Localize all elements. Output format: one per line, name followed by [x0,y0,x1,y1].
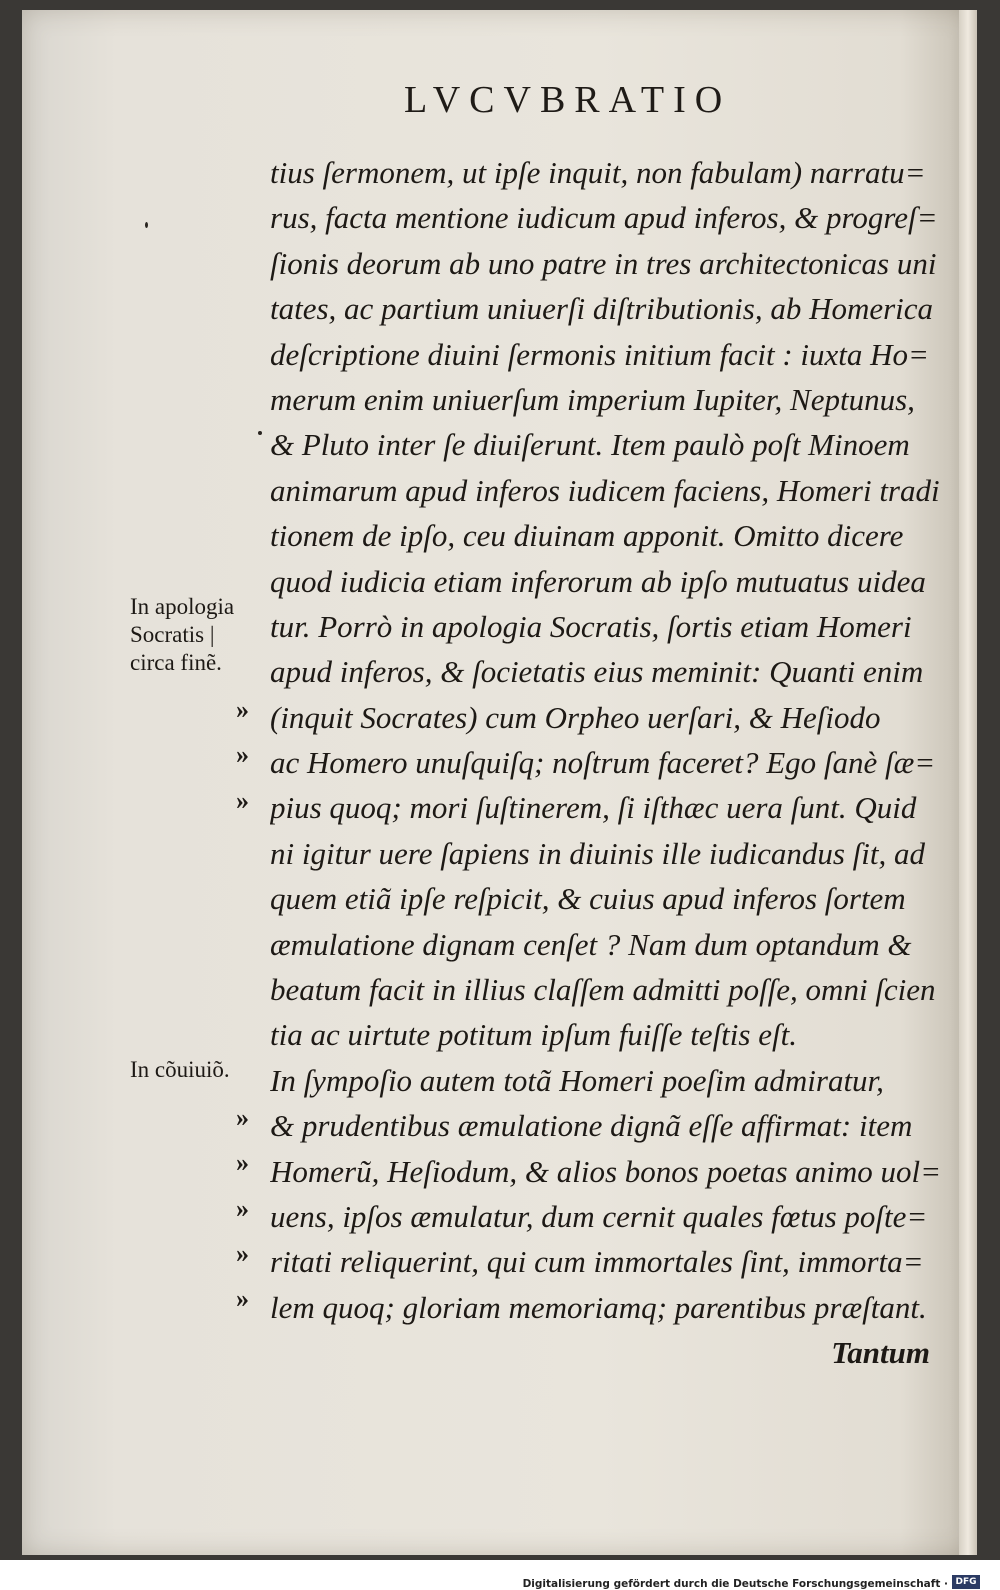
text-line: pius quoq; mori ſuſtinerem, ſi iſthæc uera ſunt. Quid [270,790,917,826]
text-line: rus, facta mentione iudicum apud inferos, & progreſ= [270,200,938,236]
page-edge [959,10,977,1555]
quote-mark: » [236,1239,249,1268]
text-line: In ſympoſio autem totã Homeri poeſim admiratur, [270,1062,884,1098]
ink-speck [258,431,262,435]
text-line: animarum apud inferos iudicem faciens, Homeri tradi [270,472,940,508]
text-line: ac Homero unuſquiſq; noſtrum faceret? Ego ſanè ſæ= [270,745,936,781]
catchword: Tantum [831,1335,930,1371]
running-head: LVCVBRATIO [404,79,732,121]
text-line: tia ac uirtute potitum ipſum fuiſſe teſtis eſt. [270,1017,797,1053]
footer-credit: Digitalisierung gefördert durch die Deutsche Forschungsgemeinschaft · [522,1578,948,1590]
text-line: (inquit Socrates) cum Orpheo uerſari, & Heſiodo [270,699,881,735]
text-line: quem etiã ipſe reſpicit, & cuius apud inferos ſortem [270,881,906,917]
quote-mark: » [236,1284,249,1313]
margin-note-apologia [130,593,270,677]
quote-mark: » [236,786,249,815]
body-text [270,150,960,1376]
text-line: deſcriptione diuini ſermonis initium facit : iuxta Ho= [270,336,929,372]
text-line: tur. Porrò in apologia Socratis, ſortis etiam Homeri [270,608,912,644]
text-line: quod iudicia etiam inferorum ab ipſo mutuatus uidea [270,563,926,599]
text-line: beatum facit in illius claſſem admitti poſſe, omni ſcien [270,972,936,1008]
text-line: & prudentibus æmulatione dignã eſſe affirmat: item [270,1108,913,1144]
text-line: ni igitur uere ſapiens in diuinis ille iudicandus ſit, ad [270,835,925,871]
text-line: uens, ipſos æmulatur, dum cernit quales fœtus poſte= [270,1198,928,1234]
quote-mark: » [236,695,249,724]
text-line: tionem de ipſo, ceu diuinam apponit. Omitto dicere [270,518,904,554]
text-line: & Pluto inter ſe diuiſerunt. Item paulò poſt Minoem [270,427,910,463]
quote-mark: » [236,1194,249,1223]
text-line: tius ſermonem, ut ipſe inquit, non fabulam) narratu= [270,155,926,190]
text-line: ſionis deorum ab uno patre in tres architectonicas uni [270,245,937,281]
quote-mark: » [236,1103,249,1132]
margin-note-conuiuio: In cõuiuiõ. [130,1057,230,1082]
quote-mark: » [236,740,249,769]
quote-mark: » [236,1148,249,1177]
ink-speck [145,222,148,228]
dfg-logo: DFG [952,1575,980,1589]
text-line: lem quoq; gloriam memoriamq; parentibus præſtant. [270,1289,927,1325]
text-line: tates, ac partium uniuerſi diſtributionis, ab Homerica [270,291,934,327]
text-line: æmulatione dignam cenſet ? Nam dum optandum & [270,926,912,962]
text-line: Homerũ, Heſiodum, & alios bonos poetas animo uol= [270,1153,942,1189]
text-line: merum enim uniuerſum imperium Iupiter, Neptunus, [270,381,915,417]
margin-note-line: Socratis | [130,622,215,647]
text-line: apud inferos, & ſocietatis eius meminit: Quanti enim [270,654,924,690]
text-line: ritati reliquerint, qui cum immortales ſint, immorta= [270,1244,924,1280]
margin-note-line: circa finẽ. [130,650,222,675]
margin-note-line: In apologia [130,594,235,619]
